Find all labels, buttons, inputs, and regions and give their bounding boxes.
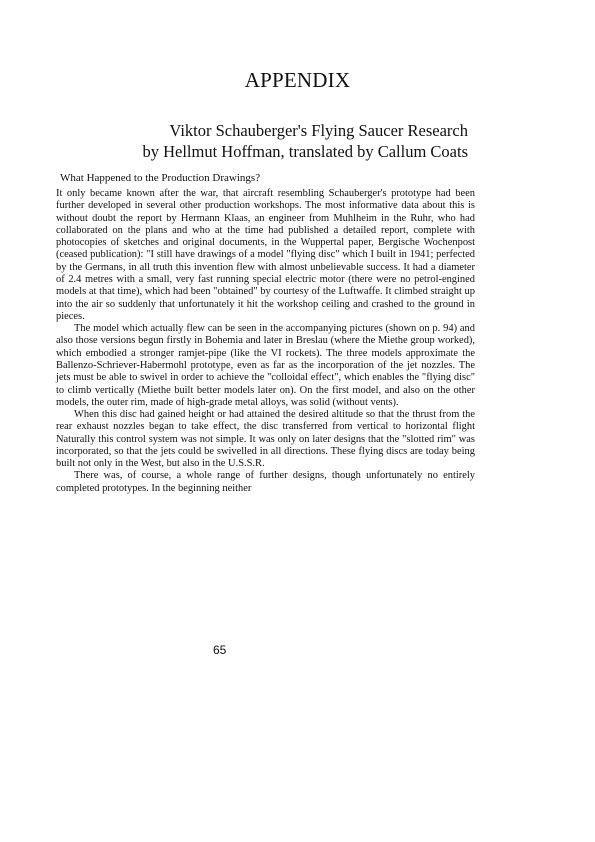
article-subtitle — [130, 120, 468, 162]
section-heading: What Happened to the Production Drawings? — [60, 172, 261, 184]
article-title-line: Viktor Schauberger's Flying Saucer Research — [169, 121, 468, 140]
paragraph-1: It only became known after the war, that aircraft resembling Schauberger's prototype had been further developed in several other production workshops. The most informative data about this is without doubt the report by Hermann Klaas, an engineer from Muhlheim in the Ruhr, who had collaborated on the plans and who at the time had published a detailed report, complete with photocopies of sketches and original documents, in the Wuppertal paper, Bergische Wochenpost (ceased publication): "I still have drawings of a model "flying disc" which I built in 1941; perfected by the Germans, in all truth this invention flew with almost unbelievable success. It had a diameter of 2.4 metres with a small, very fast running special electric motor (there were no petrol-engined models at that time), which had been "obtained" by courtesy of the Luftwaffe. It climbed straight up into the air so suddenly that unfortunately it hit the workshop ceiling and crashed to the ground in pieces. — [56, 188, 475, 322]
paragraph-3: When this disc had gained height or had attained the desired altitude so that the thrust from the rear exhaust nozzles began to take effect, the disc transferred from vertical to horizontal flight Naturally this control system was not simple. It was only on later designs that the "slotted rim" was incorporated, so that the jets could be swivelled in all directions. These flying discs are today being built not only in the West, but also in the U.S.S.R. — [56, 409, 475, 470]
page-number: 65 — [213, 643, 227, 657]
body-text — [56, 188, 475, 495]
article-byline: by Hellmut Hoffman, translated by Callum Coats — [142, 142, 468, 161]
paragraph-2: The model which actually flew can be seen in the accompanying pictures (shown on p. 94) and also those versions begun firstly in Bohemia and later in Breslau (where the Miethe group worked), which embodied a stronger ramjet-pipe (like the VI rockets). The three models approximate the Ballenzo-Schriever-Habermohl prototype, even as far as the incorporation of the jet nozzles. The jets must be able to swivel in order to achieve the "colloidal effect", which enables the "flying disc" to climb vertically (Miethe built better models later on). On the first model, and also on the other models, the outer rim, made of high-grade metal alloys, was solid (without vents). — [56, 323, 475, 408]
paragraph-4: There was, of course, a whole range of further designs, though unfortunately no entirely completed prototypes. In the beginning neither — [56, 470, 475, 494]
page-title: APPENDIX — [244, 68, 351, 92]
